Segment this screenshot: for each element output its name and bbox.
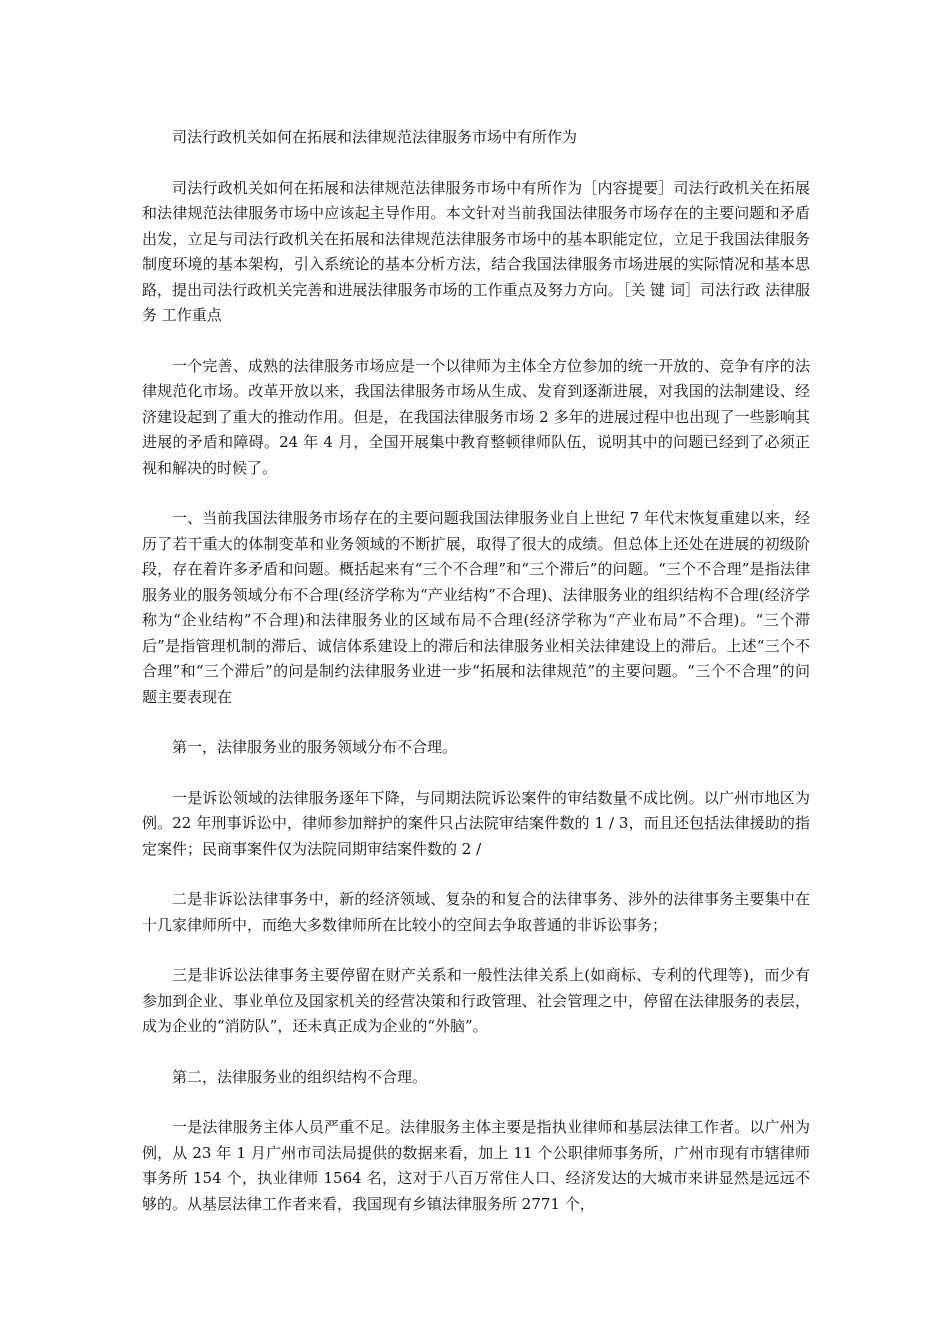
body-paragraph: 三是非诉讼法律事务主要停留在财产关系和一般性法律关系上(如商标、专利的代理等)，而少有参加到企业、事业单位及国家机关的经营决策和行政管理、社会管理之中，停留在法律服务的表层，成为企业的“消防队”，还未真正成为企业的“外脑”。	[142, 966, 810, 1035]
body-paragraph: 一是诉讼领域的法律服务逐年下降，与同期法院诉讼案件的审结数量不成比例。以广州市地区为例。22 年刑事诉讼中，律师参加辩护的案件只占法院审结案件数的 1 / 3，而且还包括法律援助的指定案件；民商事案件仅为法院同期审结案件数的 2 /	[142, 788, 810, 858]
body-paragraph: 一、当前我国法律服务市场存在的主要问题我国法律服务业自上世纪 7 年代末恢复重建以来，经历了若干重大的体制变革和业务领域的不断扩展，取得了很大的成绩。但总体上还处在进展的初级阶段，存在着许多矛盾和问题。概括起来有“三个不合理”和“三个滞后”的问题。“三个不合理”是指法律服务业的服务领域分布不合理(经济学称为“产业结构”不合理)、法律服务业的组织结构不合理(经济学称为“企业结构”不合理)和法律服务业的区域布局不合理(经济学称为“产业布局”不合理)。“三个滞后”是指管理机制的滞后、诚信体系建设上的滞后和法律服务业相关法律建设上的滞后。上述“三个不合理”和“三个滞后”的问是制约法律服务业进一步“拓展和法律规范”的主要问题。“三个不合理”的问题主要表现在	[142, 509, 810, 706]
document-title: 司法行政机关如何在拓展和法律规范法律服务市场中有所作为	[172, 128, 578, 146]
abstract-paragraph: 司法行政机关如何在拓展和法律规范法律服务市场中有所作为［内容提要］司法行政机关在拓展和法律规范法律服务市场中应该起主导作用。本文针对当前我国法律服务市场存在的主要问题和矛盾出发，立足与司法行政机关在拓展和法律规范法律服务市场中的基本职能定位，立足于我国法律服务制度环境的基本架构，引入系统论的基本分析方法，结合我国法律服务市场进展的实际情况和基本思路，提出司法行政机关完善和进展法律服务市场的工作重点及努力方向。［关 键 词］司法行政 法律服务 工作重点	[142, 178, 810, 324]
document-page	[142, 125, 810, 1242]
body-paragraph: 一是法律服务主体人员严重不足。法律服务主体主要是指执业律师和基层法律工作者。以广州为例，从 23 年 1 月广州市司法局提供的数据来看，加上 11 个公职律师事务所，广州市现有市辖律师事务所 154 个，执业律师 1564 名，这对于八百万常住人口、经济发达的大城市来讲显然是远远不够的。从基层法律工作者来看，我国现有乡镇法律服务所 2771 个，	[142, 1118, 810, 1213]
body-paragraph: 一个完善、成熟的法律服务市场应是一个以律师为主体全方位参加的统一开放的、竞争有序的法律规范化市场。改革开放以来，我国法律服务市场从生成、发育到逐渐进展，对我国的法制建设、经济建设起到了重大的推动作用。但是，在我国法律服务市场 2 多年的进展过程中也出现了一些影响其进展的矛盾和障碍。24 年 4 月，全国开展集中教育整顿律师队伍，说明其中的问题已经到了必须正视和解决的时候了。	[142, 356, 810, 477]
section-heading-paragraph: 第一，法律服务业的服务领域分布不合理。	[172, 738, 458, 756]
section-heading-paragraph: 第二，法律服务业的组织结构不合理。	[172, 1067, 428, 1086]
body-paragraph: 二是非诉讼法律事务中，新的经济领域、复杂的和复合的法律事务、涉外的法律事务主要集中在十几家律师所中，而绝大多数律师所在比较小的空间去争取普通的非诉讼事务；	[142, 890, 810, 934]
